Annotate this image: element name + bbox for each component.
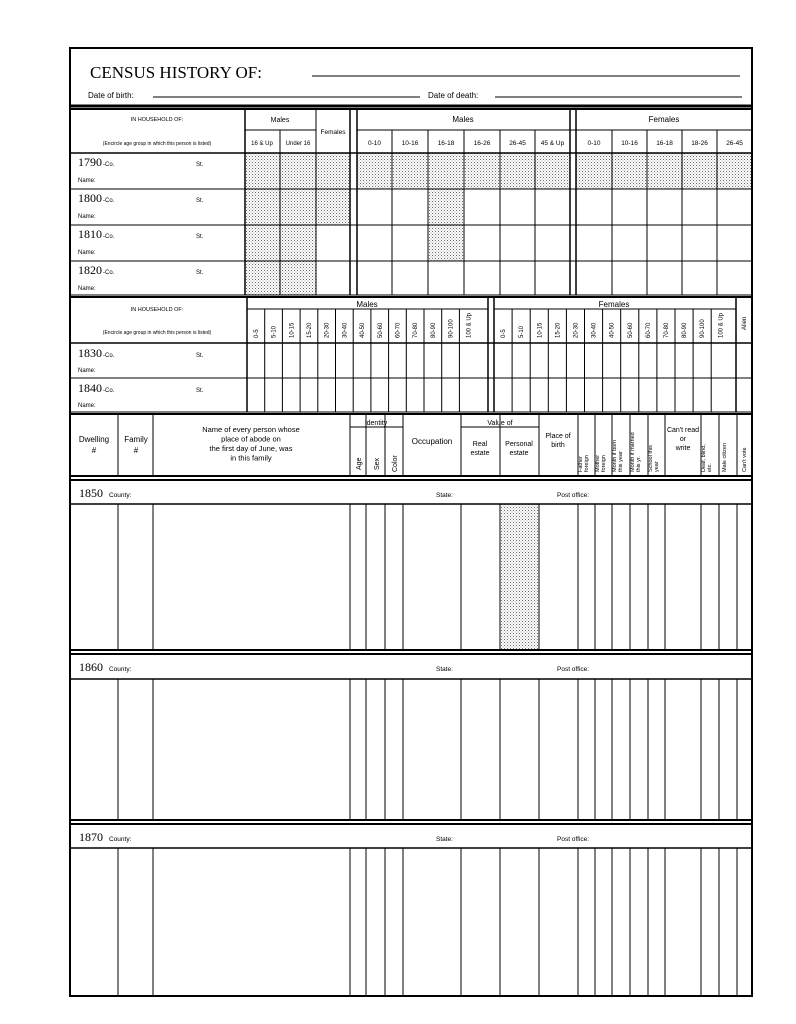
cant-vote-col: Can't vote (742, 447, 748, 472)
census-year: 1800 (78, 191, 102, 205)
birth-label: Date of birth: (88, 91, 134, 100)
age-col-label: 0-5 (253, 329, 260, 338)
state-label: St. (196, 162, 204, 168)
age-col-label: 80-90 (682, 322, 689, 338)
dwelling-header: Dwelling # (78, 435, 110, 455)
age-col-label: 26-45 (726, 140, 743, 147)
females-header: Females (320, 129, 346, 136)
county-label: -Co. (103, 198, 115, 204)
encircle-note: (Encircle age group in which this person is listed) (102, 141, 212, 147)
age-col-label: 26-45 (509, 140, 526, 147)
age-col-label: 16-18 (437, 140, 455, 147)
age-col-label: 0-10 (587, 140, 601, 147)
post-office-label: Post office: (557, 666, 590, 673)
females-header: Females (598, 300, 630, 309)
deaf-col: Deaf, blind,etc. (701, 444, 713, 472)
age-col-label: 80-90 (430, 322, 437, 338)
real-estate-header: Real estate (470, 441, 490, 457)
census-year: 1860 (79, 660, 103, 674)
cant-read-header: Can't read or write (666, 427, 700, 452)
age-col-label: 16-18 (656, 140, 673, 147)
county-label: -Co. (103, 388, 115, 394)
county-label: -Co. (103, 270, 115, 276)
value-of-header: Value of (487, 420, 513, 427)
age-col-label: 70-80 (663, 322, 670, 338)
col-16-up: 16 & Up (251, 141, 273, 147)
age-col-label: 40-50 (360, 322, 367, 338)
age-col-label: 10-15 (537, 322, 544, 338)
age-col-label: 40-50 (609, 322, 616, 338)
shaded-cell (500, 504, 539, 650)
census-year: 1870 (79, 830, 103, 844)
month-born-col: Month if bornthis year (612, 439, 624, 472)
male-citizen-col: Male citizen (722, 442, 728, 472)
age-col-label: 20-30 (573, 322, 580, 338)
age-col-label: 60-70 (395, 322, 402, 338)
state-label: St. (196, 270, 204, 276)
county-label: -Co. (103, 162, 115, 168)
age-col-label: 50-60 (377, 322, 384, 338)
form-title: CENSUS HISTORY OF: (90, 63, 262, 82)
age-col-label: 100 & Up (466, 312, 473, 338)
personal-estate-header: Personal estate (505, 441, 533, 457)
age-col-label: 90-100 (700, 319, 707, 338)
age-col-label: 90-100 (448, 319, 455, 338)
shaded-cell (316, 189, 350, 225)
county-label: County: (109, 836, 132, 843)
age-col-label: 16-26 (473, 140, 491, 147)
males-header: Males (356, 300, 378, 309)
males-header: Males (452, 115, 474, 124)
alien-label: Alien (742, 316, 748, 330)
name-label: Name: (78, 178, 96, 184)
census-year: 1850 (79, 486, 103, 500)
encircle-note: (Encircle age group in which this person is listed) (102, 330, 212, 336)
father-foreign-col: Fatherforeign (578, 455, 590, 472)
age-col-label: 5-10 (271, 325, 278, 338)
household-label: IN HOUSEHOLD OF: (130, 307, 184, 313)
name-label: Name: (78, 214, 96, 220)
state-label: State: (436, 836, 453, 843)
age-col-label: 30-40 (591, 322, 598, 338)
age-col-label: 15-20 (555, 322, 562, 338)
post-office-label: Post office: (557, 836, 590, 843)
age-col-label: 50-60 (627, 322, 634, 338)
name-label: Name: (78, 286, 96, 292)
color-col: Color (392, 455, 399, 472)
census-year: 1790 (78, 155, 102, 169)
page-border (70, 48, 752, 996)
grid-lines (70, 48, 752, 996)
age-col-label: 15-20 (306, 322, 313, 338)
death-label: Date of death: (428, 91, 479, 100)
shaded-cell (428, 225, 464, 261)
state-label: State: (436, 492, 453, 499)
county-label: -Co. (103, 353, 115, 359)
age-col-label: 0-5 (501, 329, 508, 338)
state-label: State: (436, 666, 453, 673)
family-header: Family # (124, 435, 148, 455)
state-label: St. (196, 353, 204, 359)
age-col-label: 10-16 (401, 140, 419, 147)
occupation-header: Occupation (411, 437, 453, 446)
state-label: St. (196, 388, 204, 394)
age-col-label: 5-10 (519, 325, 526, 338)
age-col-label: 45 & Up (540, 140, 565, 147)
place-of-birth-header: Place of birth (545, 433, 571, 449)
age-col-label: 10-16 (621, 140, 638, 147)
age-col-label: 10-15 (289, 322, 296, 338)
county-label: -Co. (103, 234, 115, 240)
census-year: 1840 (78, 381, 102, 395)
females-header: Females (648, 115, 680, 124)
age-col-label: 70-80 (413, 322, 420, 338)
age-col-label: 20-30 (324, 322, 331, 338)
name-desc-header: Name of every person whose place of abode on the first day of June, was in this family (202, 425, 300, 463)
school-col: School thisyear (648, 445, 660, 472)
shaded-cell (245, 153, 350, 189)
age-col-label: 0-10 (367, 140, 382, 147)
state-label: St. (196, 198, 204, 204)
census-year: 1830 (78, 346, 102, 360)
mother-foreign-col: Motherforeign (595, 454, 607, 472)
county-label: County: (109, 492, 132, 499)
post-office-label: Post office: (557, 492, 590, 499)
shaded-cell (428, 189, 464, 225)
identity-header: Identity (364, 420, 388, 427)
col-under-16: Under 16 (285, 141, 311, 147)
census-year: 1820 (78, 263, 102, 277)
age-col-label: 60-70 (645, 322, 652, 338)
age-col: Age (356, 457, 363, 470)
county-label: County: (109, 666, 132, 673)
sex-col: Sex (374, 457, 381, 470)
state-label: St. (196, 234, 204, 240)
age-col-label: 30-40 (342, 322, 349, 338)
name-label: Name: (78, 368, 96, 374)
census-year: 1810 (78, 227, 102, 241)
shaded-cells (245, 153, 752, 650)
name-label: Name: (78, 250, 96, 256)
name-label: Name: (78, 403, 96, 409)
males-header: Males (270, 117, 290, 124)
month-married-col: Month if marriedthis yr. (630, 432, 642, 472)
household-label: IN HOUSEHOLD OF: (130, 117, 184, 123)
age-col-label: 18-26 (691, 140, 708, 147)
age-col-label: 100 & Up (718, 312, 725, 338)
shaded-cell (576, 153, 752, 189)
